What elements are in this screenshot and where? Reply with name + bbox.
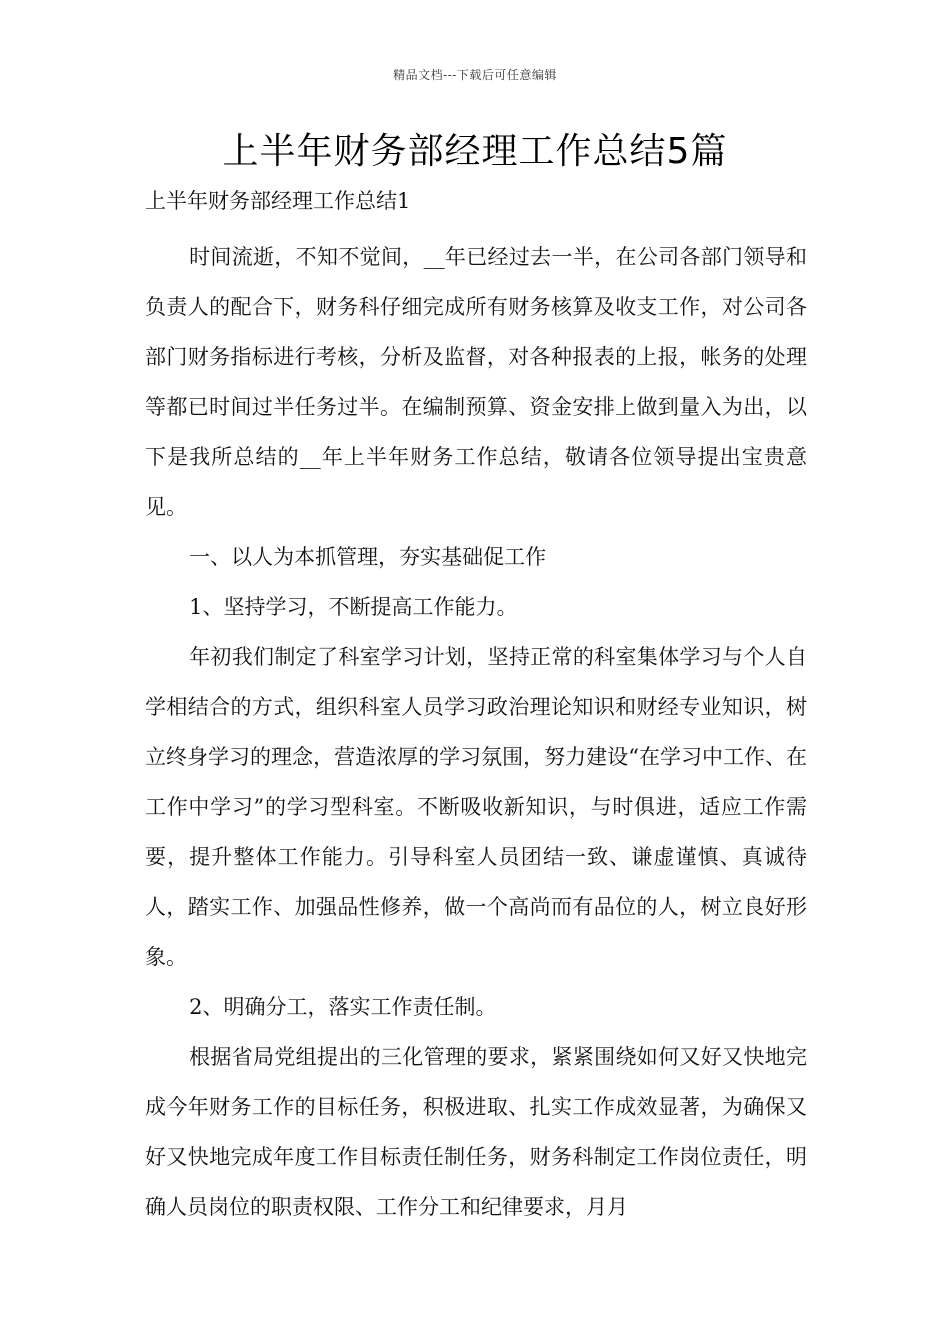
heading-item-1: 1、坚持学习，不断提高工作能力。 [189,595,518,619]
paragraph-intro: 时间流逝，不知不觉间，__年已经过去一半，在公司各部门领导和负责人的配合下，财务科仔细完成所有财务核算及收支工作，对公司各部门财务指标进行考核，分析及监督，对各种报表的上报，帐务的处理等都已时间过半任务过半。在编制预算、资金安排上做到量入为出，以下是我所总结的__年上半年财务工作总结，敬请各位领导提出宝贵意见。 [145,245,807,519]
paragraph-responsibility: 根据省局党组提出的三化管理的要求，紧紧围绕如何又好又快地完成今年财务工作的目标任务，积极进取、扎实工作成效显著，为确保又好又快地完成年度工作目标责任制任务，财务科制定工作岗位责任，明确人员岗位的职责权限、工作分工和纪律要求，月月 [145,1045,807,1219]
document-body [145,232,807,1232]
page-title: 上半年财务部经理工作总结5篇 [222,131,728,172]
section-subtitle: 上半年财务部经理工作总结1 [145,189,411,213]
heading-section-1: 一、以人为本抓管理，夯实基础促工作 [189,545,547,569]
header-note: 精品文档---下载后可任意编辑 [393,68,557,82]
heading-item-2: 2、明确分工，落实工作责任制。 [189,995,497,1019]
paragraph-study: 年初我们制定了科室学习计划，坚持正常的科室集体学习与个人自学相结合的方式，组织科室人员学习政治理论知识和财经专业知识，树立终身学习的理念，营造浓厚的学习氛围，努力建设“在学习中工作、在工作中学习”的学习型科室。不断吸收新知识，与时俱进，适应工作需要，提升整体工作能力。引导科室人员团结一致、谦虚谨慎、真诚待人，踏实工作、加强品性修养，做一个高尚而有品位的人，树立良好形象。 [145,645,807,969]
